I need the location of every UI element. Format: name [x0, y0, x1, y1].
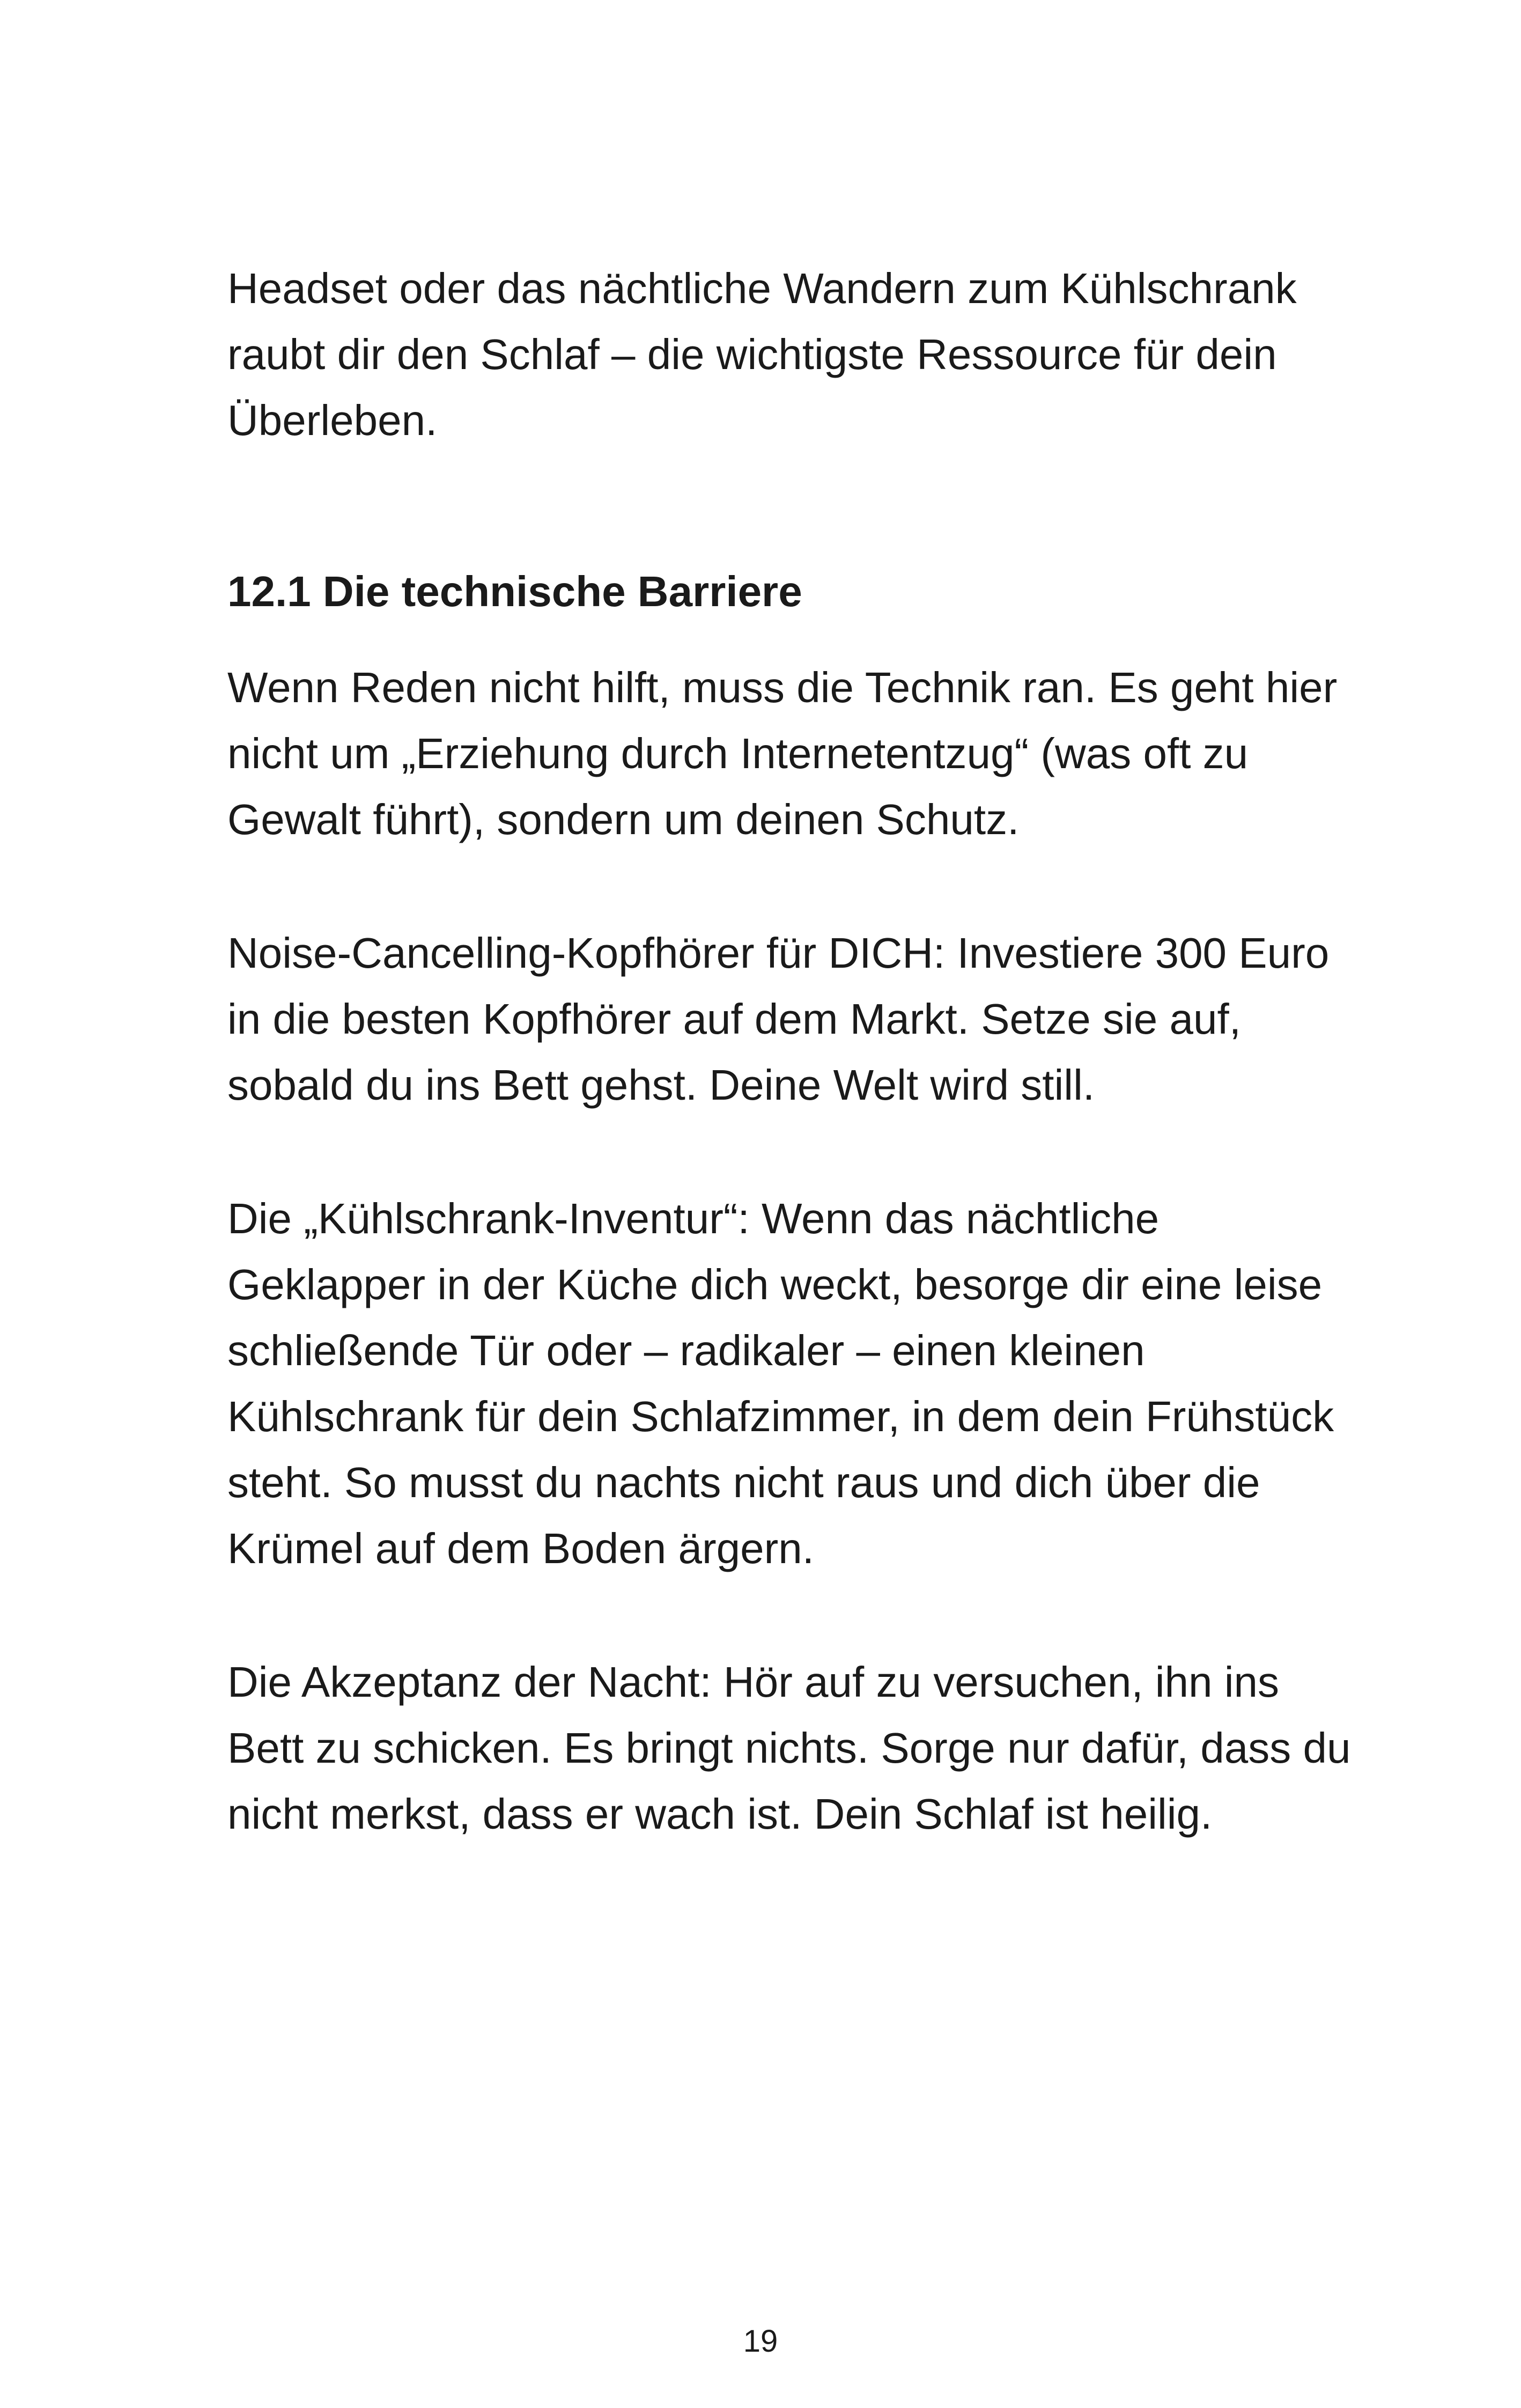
paragraph-noise-cancelling: Noise-Cancelling-Kopfhörer für DICH: Investiere 300 Euro in die besten Kopfhörer auf dem Markt. Setze sie auf, sobald du ins Bett gehst. Deine Welt wird still. [227, 929, 1330, 1109]
page-number: 19 [743, 2324, 778, 2359]
paragraph-intro: Headset oder das nächtliche Wandern zum Kühlschrank raubt dir den Schlaf – die wichtigste Ressource für dein Überleben. [227, 264, 1297, 444]
paragraph-akzeptanz-der-nacht: Die Akzeptanz der Nacht: Hör auf zu versuchen, ihn ins Bett zu schicken. Es bringt nichts. Sorge nur dafür, dass du nicht merkst, dass er wach ist. Dein Schlaf ist heilig. [227, 1658, 1351, 1838]
paragraph-kuehlschrank-inventur: Die „Kühlschrank-Inventur“: Wenn das nächtliche Geklapper in der Küche dich weckt, besorge dir eine leise schließende Tür oder – radikaler – einen kleinen Kühlschrank für dein Schlafzimmer, in dem dein Frühstück steht. So musst du nachts nicht raus und dich über die Krümel auf dem Boden ärgern. [227, 1195, 1334, 1572]
paragraph-technik: Wenn Reden nicht hilft, muss die Technik ran. Es geht hier nicht um „Erziehung durch Internetentzug“ (was oft zu Gewalt führt), sondern um deinen Schutz. [227, 664, 1338, 843]
section-heading: 12.1 Die technische Barriere [227, 568, 802, 615]
